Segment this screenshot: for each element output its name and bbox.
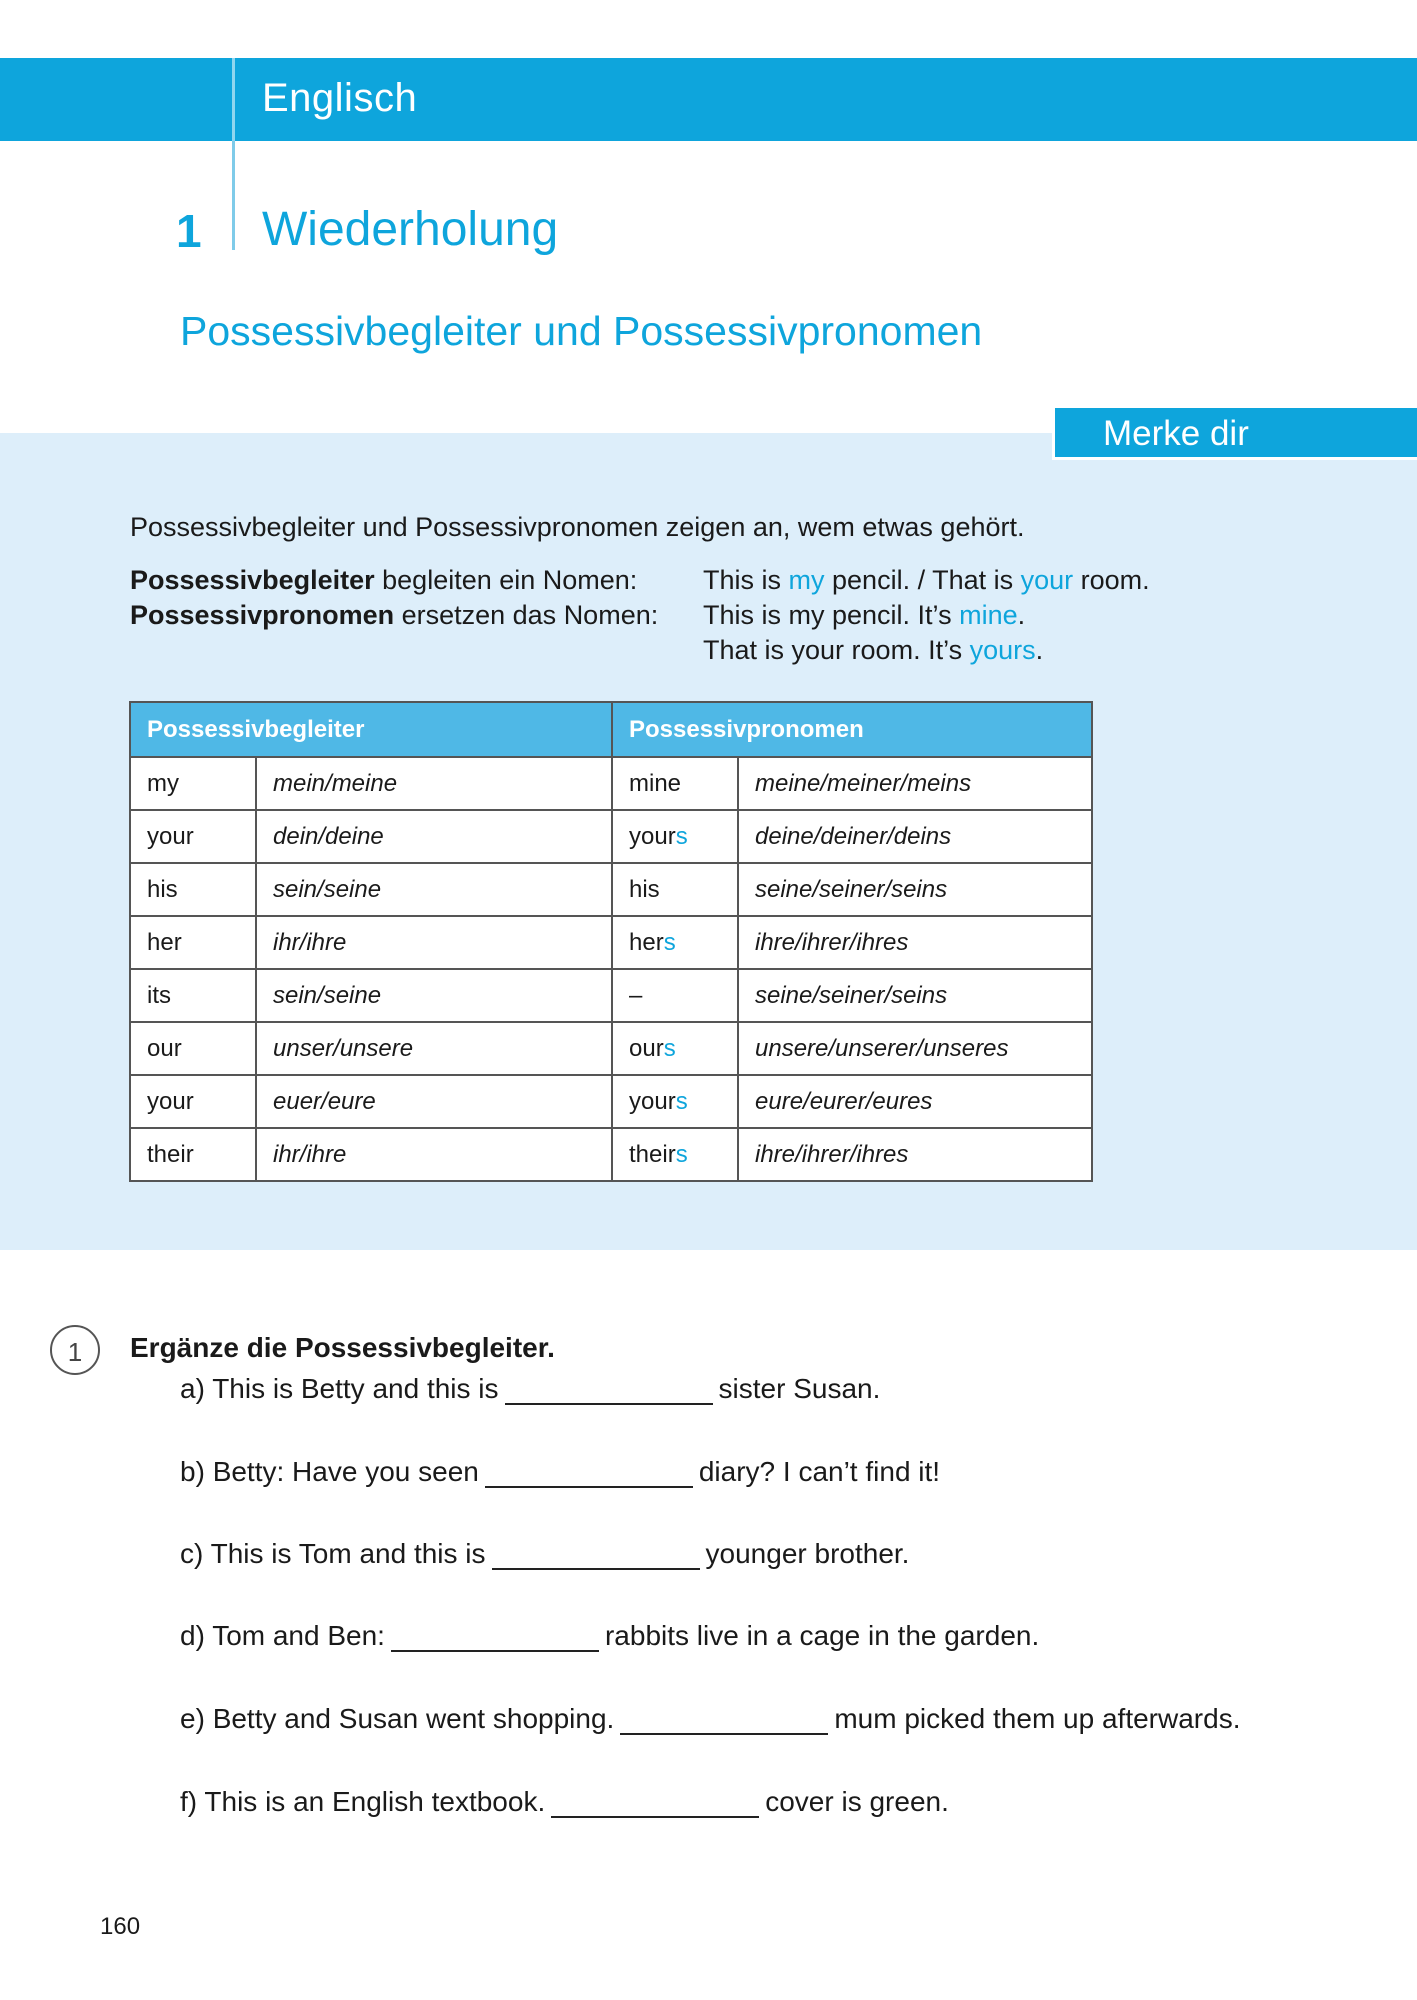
- item-label: b): [180, 1456, 205, 1487]
- pronoun-base: mine: [629, 769, 682, 797]
- cell-german-pronoun: seine/seiner/seins: [738, 969, 1092, 1022]
- item-after: sister Susan.: [718, 1373, 881, 1404]
- exercise-item-a: [180, 1373, 880, 1405]
- pronoun-base: his: [629, 875, 660, 903]
- table-row: [130, 1128, 1092, 1181]
- cell-english-pronoun: [612, 1128, 738, 1181]
- exercise-item-f: [180, 1786, 949, 1818]
- item-label: d): [180, 1620, 205, 1651]
- example-text: .: [1035, 635, 1044, 665]
- example-text: .: [1017, 600, 1026, 630]
- rule-text: ersetzen das Nomen:: [394, 600, 659, 630]
- answer-blank[interactable]: [505, 1373, 713, 1405]
- exercise-number-badge: 1: [50, 1325, 100, 1375]
- section-title: Possessivbegleiter und Possessivpronomen: [180, 308, 983, 354]
- cell-german-determiner: unser/unsere: [256, 1022, 612, 1075]
- item-before: This is Betty and this is: [212, 1373, 499, 1404]
- example-text: This is: [703, 565, 789, 595]
- rule-term: Possessivbegleiter: [130, 565, 375, 595]
- item-label: c): [180, 1538, 204, 1569]
- cell-english-pronoun: [612, 1075, 738, 1128]
- exercise-item-b: [180, 1456, 940, 1488]
- pronoun-suffix: s: [663, 1034, 676, 1062]
- cell-english-pronoun: [612, 916, 738, 969]
- pronoun-base: your: [629, 822, 676, 850]
- table-header-row: [130, 702, 1092, 757]
- table-row: [130, 810, 1092, 863]
- answer-blank[interactable]: [492, 1538, 700, 1570]
- cell-german-pronoun: seine/seiner/seins: [738, 863, 1092, 916]
- item-before: This is Tom and this is: [210, 1538, 486, 1569]
- cell-english-determiner: her: [130, 916, 256, 969]
- example-highlight: my: [788, 565, 825, 595]
- exercise-item-c: [180, 1538, 909, 1570]
- pronoun-suffix: s: [675, 1140, 688, 1168]
- pronoun-base: –: [629, 981, 643, 1009]
- header-pronomen: Possessivpronomen: [612, 702, 1092, 757]
- answer-blank[interactable]: [485, 1456, 693, 1488]
- table-row: [130, 1075, 1092, 1128]
- merke-intro: Possessivbegleiter und Possessivpronomen zeigen an, wem etwas gehört.: [130, 512, 1025, 542]
- answer-blank[interactable]: [551, 1786, 759, 1818]
- pronoun-suffix: s: [675, 1087, 688, 1115]
- rule-begleiter: [130, 565, 637, 596]
- cell-german-pronoun: unsere/unserer/unseres: [738, 1022, 1092, 1075]
- table-row: [130, 757, 1092, 810]
- example-text: pencil. / That is: [824, 565, 1021, 595]
- cell-german-pronoun: ihre/ihrer/ihres: [738, 916, 1092, 969]
- pronoun-base: her: [629, 928, 664, 956]
- pronoun-base: your: [629, 1087, 676, 1115]
- example-highlight: mine: [959, 600, 1018, 630]
- item-after: cover is green.: [765, 1786, 949, 1817]
- cell-german-pronoun: ihre/ihrer/ihres: [738, 1128, 1092, 1181]
- pronoun-suffix: s: [663, 928, 676, 956]
- item-before: Betty and Susan went shopping.: [212, 1703, 615, 1734]
- answer-blank[interactable]: [620, 1703, 828, 1735]
- cell-english-pronoun: [612, 757, 738, 810]
- item-before: Betty: Have you seen: [212, 1456, 479, 1487]
- cell-german-determiner: dein/deine: [256, 810, 612, 863]
- cell-german-determiner: sein/seine: [256, 863, 612, 916]
- item-after: rabbits live in a cage in the garden.: [604, 1620, 1040, 1651]
- table-row: [130, 1022, 1092, 1075]
- cell-german-determiner: euer/eure: [256, 1075, 612, 1128]
- cell-english-determiner: my: [130, 757, 256, 810]
- example-text: This is my pencil. It’s: [703, 600, 960, 630]
- cell-english-determiner: our: [130, 1022, 256, 1075]
- cell-english-determiner: your: [130, 810, 256, 863]
- item-label: a): [180, 1373, 205, 1404]
- example-text: That is your room. It’s: [703, 635, 970, 665]
- subject-header-bar: [0, 58, 1417, 141]
- rule-term: Possessivpronomen: [130, 600, 395, 630]
- page-number: 160: [100, 1913, 141, 1940]
- cell-german-determiner: mein/meine: [256, 757, 612, 810]
- example-highlight: yours: [969, 635, 1036, 665]
- exercise-item-d: [180, 1620, 1039, 1652]
- table-row: [130, 916, 1092, 969]
- cell-german-pronoun: deine/deiner/deins: [738, 810, 1092, 863]
- cell-german-determiner: sein/seine: [256, 969, 612, 1022]
- chapter-number: 1: [176, 205, 202, 257]
- cell-german-determiner: ihr/ihre: [256, 1128, 612, 1181]
- item-label: e): [180, 1703, 205, 1734]
- cell-english-determiner: your: [130, 1075, 256, 1128]
- pronoun-base: their: [629, 1140, 676, 1168]
- cell-german-determiner: ihr/ihre: [256, 916, 612, 969]
- cell-english-pronoun: [612, 1022, 738, 1075]
- cell-english-pronoun: [612, 969, 738, 1022]
- cell-english-pronoun: [612, 810, 738, 863]
- exercise-title: Ergänze die Possessivbegleiter.: [130, 1332, 555, 1363]
- rule-pronomen: [130, 600, 658, 631]
- item-after: mum picked them up afterwards.: [834, 1703, 1241, 1734]
- example-line-2: [703, 600, 1025, 631]
- cell-english-determiner: its: [130, 969, 256, 1022]
- example-text: room.: [1073, 565, 1150, 595]
- rule-text: begleiten ein Nomen:: [374, 565, 638, 595]
- example-line-1: [703, 565, 1150, 596]
- subject-title: Englisch: [262, 76, 418, 120]
- item-before: Tom and Ben:: [212, 1620, 385, 1651]
- merke-tab: Merke dir: [1052, 408, 1417, 460]
- chapter-divider-top: [232, 58, 235, 141]
- header-begleiter: Possessivbegleiter: [130, 702, 612, 757]
- answer-blank[interactable]: [391, 1620, 599, 1652]
- cell-german-pronoun: meine/meiner/meins: [738, 757, 1092, 810]
- cell-english-determiner: their: [130, 1128, 256, 1181]
- item-before: This is an English textbook.: [204, 1786, 546, 1817]
- table-row: [130, 863, 1092, 916]
- exercise-item-e: [180, 1703, 1240, 1735]
- cell-english-determiner: his: [130, 863, 256, 916]
- item-label: f): [180, 1786, 198, 1817]
- chapter-title: Wiederholung: [262, 203, 559, 256]
- pronoun-suffix: s: [675, 822, 688, 850]
- item-after: younger brother.: [705, 1538, 910, 1569]
- item-after: diary? I can’t find it!: [698, 1456, 941, 1487]
- possessive-table: [129, 701, 1093, 1182]
- example-highlight: your: [1020, 565, 1074, 595]
- pronoun-base: our: [629, 1034, 664, 1062]
- cell-english-pronoun: [612, 863, 738, 916]
- cell-german-pronoun: eure/eurer/eures: [738, 1075, 1092, 1128]
- table-row: [130, 969, 1092, 1022]
- example-line-3: [703, 635, 1043, 666]
